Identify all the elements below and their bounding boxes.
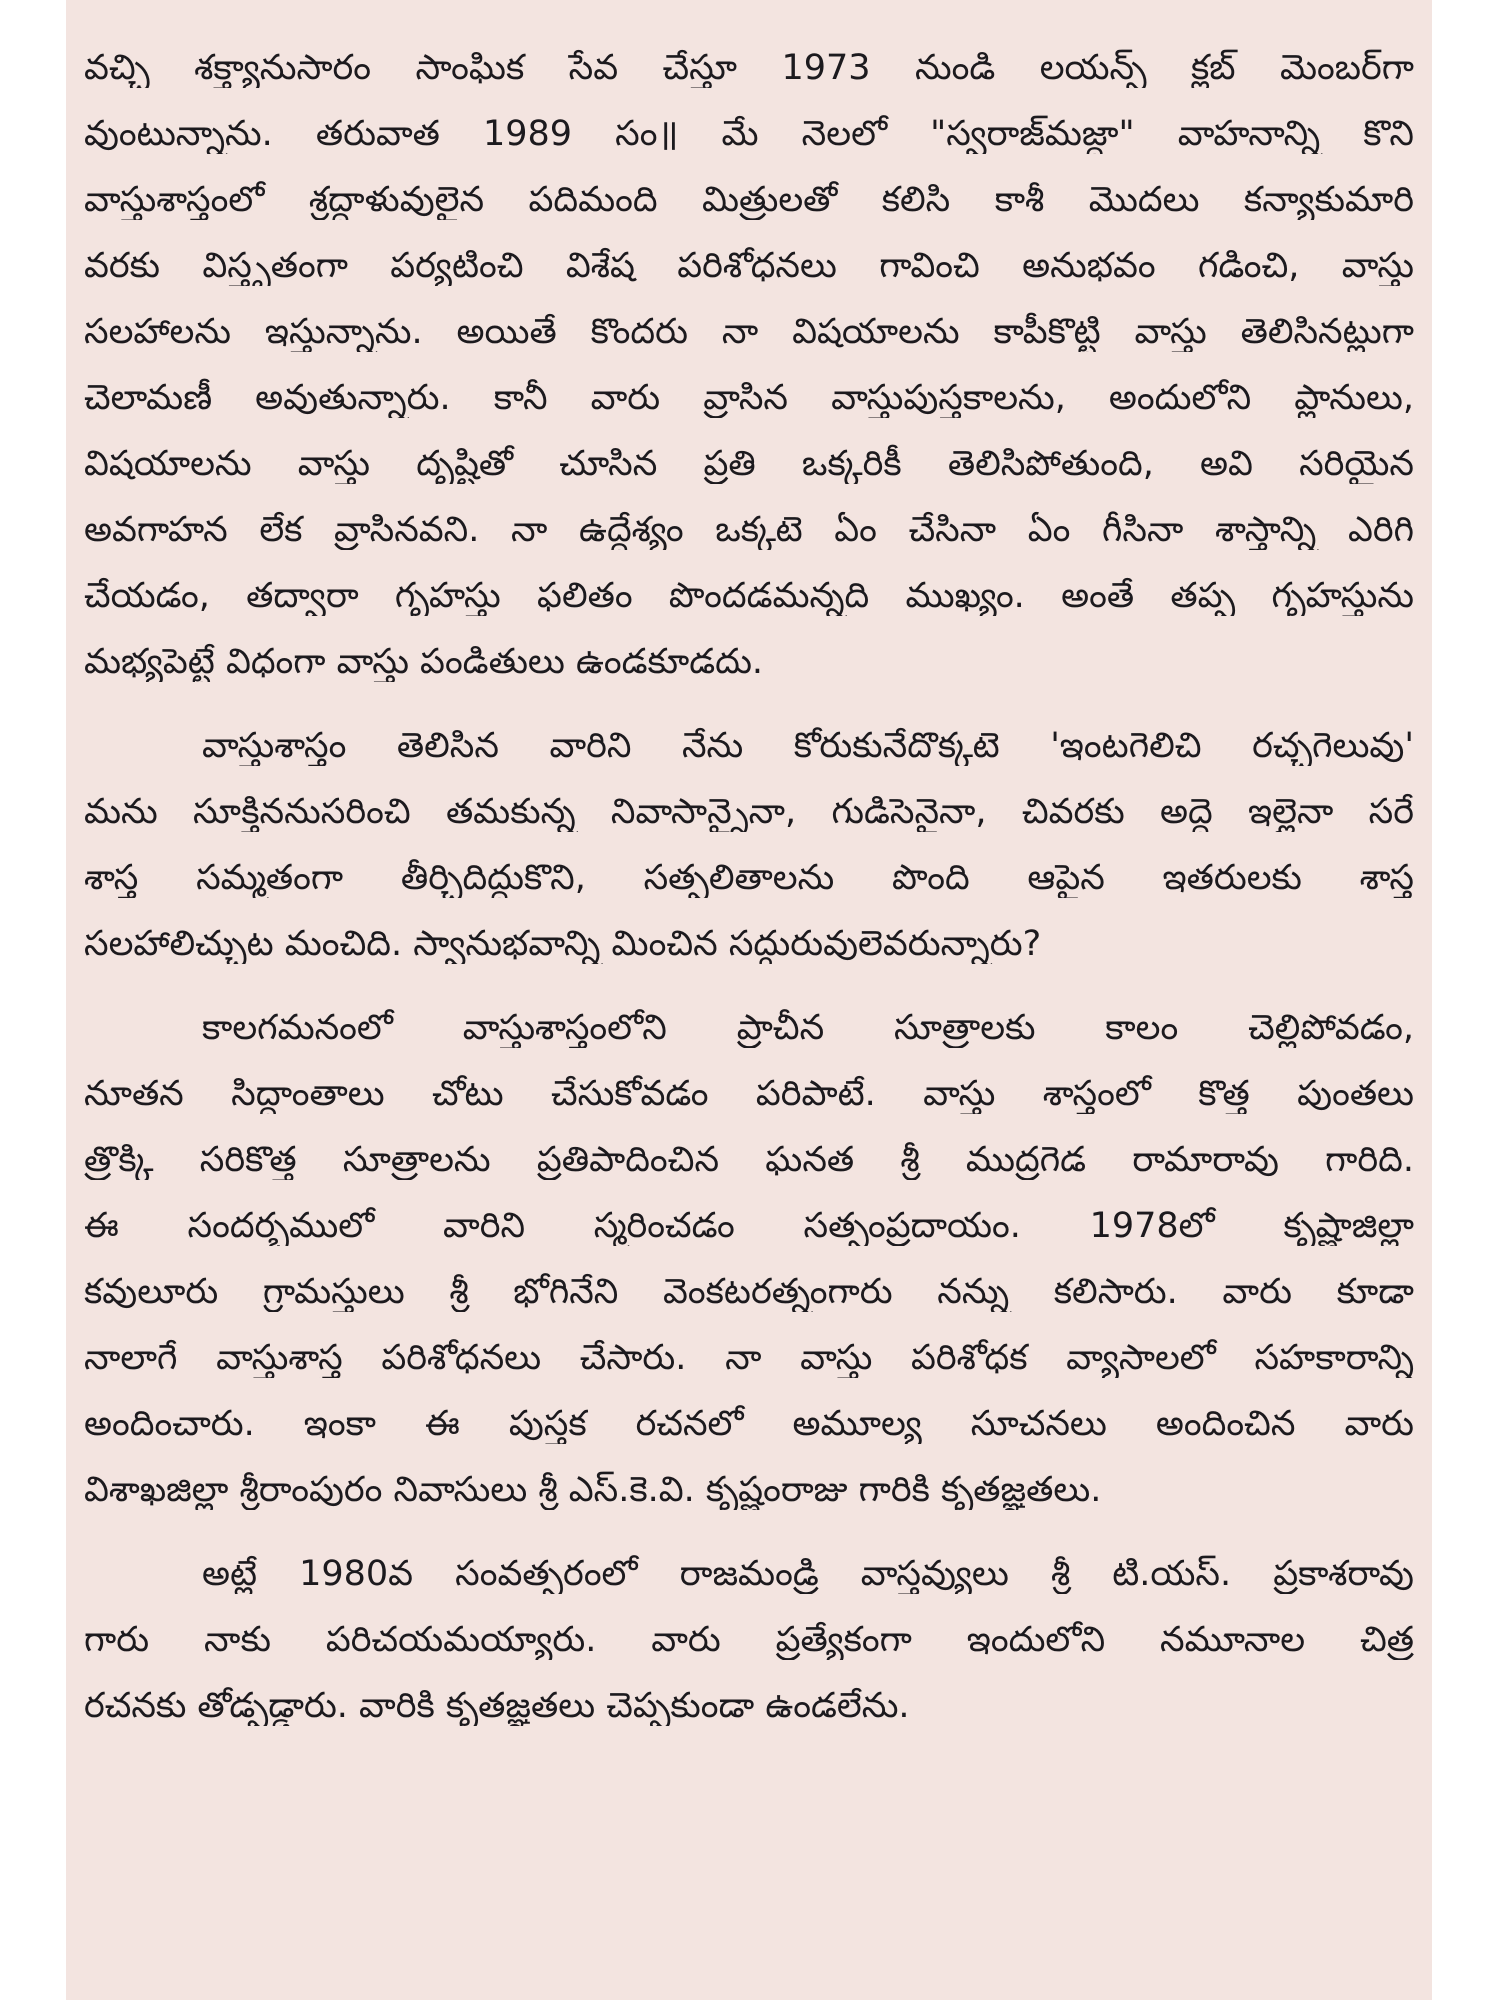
- text-line: [84, 576, 1414, 616]
- text-line: [84, 1140, 1414, 1180]
- text-line: [84, 1620, 1414, 1660]
- text-line: [84, 510, 1414, 550]
- line-text: విషయాలను వాస్తు దృష్టితో చూసిన ప్రతి ఒక్కరికీ తెలిసిపోతుంది, అవి సరియైన: [84, 444, 1414, 484]
- line-text: మను సూక్తిననుసరించి తమకున్న నివాసాన్నైనా, గుడిసెనైనా, చివరకు అద్దె ఇల్లైనా సరే: [84, 792, 1414, 832]
- text-line: [84, 312, 1414, 352]
- text-line: [84, 114, 1414, 154]
- text-line: [84, 1686, 1414, 1726]
- line-text: సలహాలను ఇస్తున్నాను. అయితే కొందరు నా విషయాలను కాపీకొట్టి వాస్తు తెలిసినట్లుగా: [84, 312, 1414, 352]
- text-line: [84, 792, 1414, 832]
- text-line: [84, 1008, 1414, 1048]
- text-line: [84, 1074, 1414, 1114]
- line-text: గారు నాకు పరిచయమయ్యారు. వారు ప్రత్యేకంగా ఇందులోని నమూనాల చిత్ర: [84, 1620, 1414, 1660]
- line-text: వుంటున్నాను. తరువాత 1989 సం॥ మే నెలలో "స్వరాజ్‌మజ్దా" వాహనాన్ని కొని: [84, 114, 1414, 154]
- line-text: అవగాహన లేక వ్రాసినవని. నా ఉద్దేశ్యం ఒక్కటె ఏం చేసినా ఏం గీసినా శాస్త్రాన్ని ఎరిగి: [84, 510, 1414, 550]
- text-line: [84, 444, 1414, 484]
- line-text: కవులూరు గ్రామస్తులు శ్రీ భోగినేని వెంకటరత్నంగారు నన్ను కలిసారు. వారు కూడా: [84, 1272, 1414, 1312]
- text-line: [84, 1470, 1414, 1510]
- text-line: [84, 1404, 1414, 1444]
- line-text: అందించారు. ఇంకా ఈ పుస్తక రచనలో అమూల్య సూచనలు అందించిన వారు: [84, 1404, 1414, 1444]
- line-text: వాస్తుశాస్త్రం తెలిసిన వారిని నేను కోరుకునేదొక్కటె 'ఇంటగెలిచి రచ్చగెలువు': [202, 726, 1414, 766]
- text-line: [84, 1554, 1414, 1594]
- line-text: శాస్త్ర సమ్మతంగా తీర్చిదిద్దుకొని, సత్ఫలితాలను పొంది ఆపైన ఇతరులకు శాస్త్ర: [84, 858, 1414, 898]
- line-text: విశాఖజిల్లా శ్రీరాంపురం నివాసులు శ్రీ ఎస్.కె.వి. కృష్ణంరాజు గారికి కృతజ్ఞతలు.: [84, 1470, 1102, 1510]
- line-text: చేయడం, తద్వారా గృహస్తు ఫలితం పొందడమన్నది ముఖ్యం. అంతే తప్ప గృహస్తును: [84, 576, 1414, 616]
- line-text: రచనకు తోడ్పడ్డారు. వారికి కృతజ్ఞతలు చెప్పకుండా ఉండలేను.: [84, 1686, 910, 1726]
- text-line: [84, 924, 1414, 964]
- text-line: [84, 1206, 1414, 1246]
- line-text: వచ్చి శక్త్యానుసారం సాంఘిక సేవ చేస్తూ 1973 నుండి లయన్స్ క్లబ్ మెంబర్‌గా: [84, 48, 1414, 88]
- line-text: చెలామణీ అవుతున్నారు. కానీ వారు వ్రాసిన వాస్తుపుస్తకాలను, అందులోని ప్లానులు,: [84, 378, 1414, 418]
- text-line: [84, 726, 1414, 766]
- line-text: ఈ సందర్భములో వారిని స్మరించడం సత్సంప్రదాయం. 1978లో కృష్ణాజిల్లా: [84, 1206, 1414, 1246]
- line-text: నూతన సిద్ధాంతాలు చోటు చేసుకోవడం పరిపాటే. వాస్తు శాస్త్రంలో కొత్త పుంతలు: [84, 1074, 1414, 1114]
- line-text: కాలగమనంలో వాస్తుశాస్త్రంలోని ప్రాచీన సూత్రాలకు కాలం చెల్లిపోవడం,: [202, 1008, 1414, 1048]
- text-line: [84, 642, 1414, 682]
- line-text: అట్లే 1980వ సంవత్సరంలో రాజమండ్రి వాస్తవ్యులు శ్రీ టి.యస్. ప్రకాశరావు: [202, 1554, 1414, 1594]
- text-line: [84, 1272, 1414, 1312]
- line-text: త్రొక్కి సరికొత్త సూత్రాలను ప్రతిపాదించిన ఘనత శ్రీ ముద్రగెడ రామారావు గారిది.: [84, 1140, 1414, 1180]
- text-line: [84, 858, 1414, 898]
- book-page: [66, 0, 1432, 2000]
- text-line: [84, 378, 1414, 418]
- line-text: వాస్తుశాస్త్రంలో శ్రద్ధాళువులైన పదిమంది మిత్రులతో కలిసి కాశీ మొదలు కన్యాకుమారి: [84, 180, 1414, 220]
- text-line: [84, 246, 1414, 286]
- line-text: వరకు విస్తృతంగా పర్యటించి విశేష పరిశోధనలు గావించి అనుభవం గడించి, వాస్తు: [84, 246, 1414, 286]
- line-text: మభ్యపెట్టే విధంగా వాస్తు పండితులు ఉండకూడదు.: [84, 642, 764, 682]
- line-text: నాలాగే వాస్తుశాస్త్ర పరిశోధనలు చేసారు. నా వాస్తు పరిశోధక వ్యాసాలలో సహకారాన్ని: [84, 1338, 1414, 1378]
- line-text: సలహాలిచ్చుట మంచిది. స్వానుభవాన్ని మించిన సద్గురువులెవరున్నారు?: [84, 924, 1042, 964]
- text-line: [84, 48, 1414, 88]
- text-line: [84, 1338, 1414, 1378]
- text-line: [84, 180, 1414, 220]
